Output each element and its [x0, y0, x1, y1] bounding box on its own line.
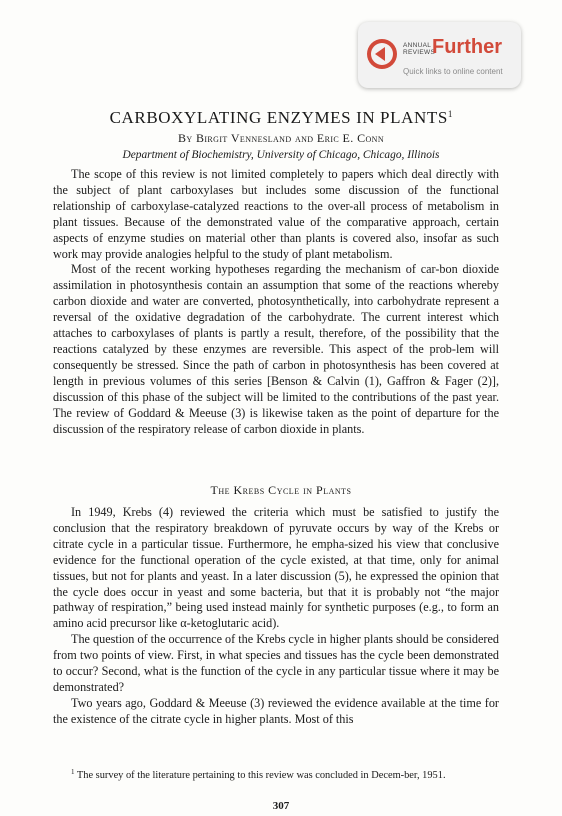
- paragraph: Two years ago, Goddard & Meeuse (3) reviewed the evidence available at the time for the existence of the citrate cycle in higher plants. Most of this: [53, 695, 499, 726]
- paragraph: Most of the recent working hypotheses regarding the mechanism of car-bon dioxide assimilation in photosynthesis contain an assumption that some of the reactions whereby carbon dioxide and water are converted, photosynthetically, into carbohydrate represent a reversal of the oxidative degradation of the carbohydrate. The current interest which attaches to carboxylases of plants is partly a result, therefore, of the possibility that the reactions catalyzed by these enzymes are reversible. This aspect of the prob-lem will consequently be stressed. Since the path of carbon in photosynthesis has been covered at length in previous volumes of this series [Benson & Calvin (1), Gaffron & Fager (2)], discussion of this phase of the subject will be limited to the contributions of the past year. The review of Goddard & Meeuse (3) is likewise taken as the point of departure for the discussion of the respiratory release of carbon dioxide in plants.: [53, 262, 499, 436]
- badge-subtitle: Quick links to online content: [403, 67, 503, 76]
- section-heading: The Krebs Cycle in Plants: [210, 483, 352, 497]
- author-1: Birgit Vennesland: [195, 131, 292, 145]
- badge-annual-text: ANNUAL: [403, 42, 432, 49]
- byline-prefix: By: [177, 131, 193, 145]
- further-badge[interactable]: [358, 22, 521, 88]
- footnote-text: [53, 765, 499, 783]
- title-footnote-mark[interactable]: 1: [447, 109, 453, 119]
- affiliation: Department of Biochemistry, University of Chicago, Chicago, Illinois: [122, 149, 440, 161]
- footnote: [53, 765, 499, 783]
- badge-further-text: Further: [432, 36, 502, 58]
- krebs-section: [53, 505, 499, 728]
- footnote-body: The survey of the literature pertaining to this review was concluded in Decem-ber, 1951.: [76, 770, 446, 781]
- paragraph: The scope of this review is not limited completely to papers which deal directly with the subject of plant carboxylases but includes some discussion of the functional relationship of carboxylase-catalyzed reactions to the over-all process of metabolism in plant tissues. Because of the demonstrated value of the comparative approach, certain aspects of enzyme studies on material other than plants is covered also, insofar as such work may provide analogies helpful to the study of plant metabolism.: [53, 167, 499, 261]
- back-arrow-circle-icon: [366, 38, 398, 70]
- byline-and: and: [294, 131, 314, 145]
- title-text: CARBOXYLATING ENZYMES IN PLANTS: [109, 108, 448, 127]
- page-number: 307: [272, 800, 290, 812]
- article-title: [0, 104, 562, 128]
- author-2: Eric E. Conn: [316, 131, 385, 145]
- badge-reviews-text: REVIEWS: [403, 49, 436, 56]
- author-byline: [0, 130, 562, 146]
- footnote-mark: 1: [71, 768, 75, 776]
- paragraph: The question of the occurrence of the Krebs cycle in higher plants should be considered from two points of view. First, in what species and tissues has the cycle been demonstrated to occur? Second, what is the function of the cycle in any particular tissue where it may be demonstrated?: [53, 632, 499, 694]
- intro-section: [53, 167, 499, 437]
- paragraph: In 1949, Krebs (4) reviewed the criteria which must be satisfied to justify the conclusion that the respiratory breakdown of pyruvate occurs by way of the Krebs or citrate cycle in a particular tissue. Furthermore, he empha-sized his view that conclusive evidence for the functional operation of the cycle existed, at that time, only for animal tissues, but not for plants and yeast. In a later discussion (5), he expressed the opinion that the cycle does occur in yeast and some bacteria, but that it is probably not “the major pathway of respiration,” being used instead mainly for synthetic purposes (e.g., to form an amino acid precursor like α-ketoglutaric acid).: [53, 505, 499, 631]
